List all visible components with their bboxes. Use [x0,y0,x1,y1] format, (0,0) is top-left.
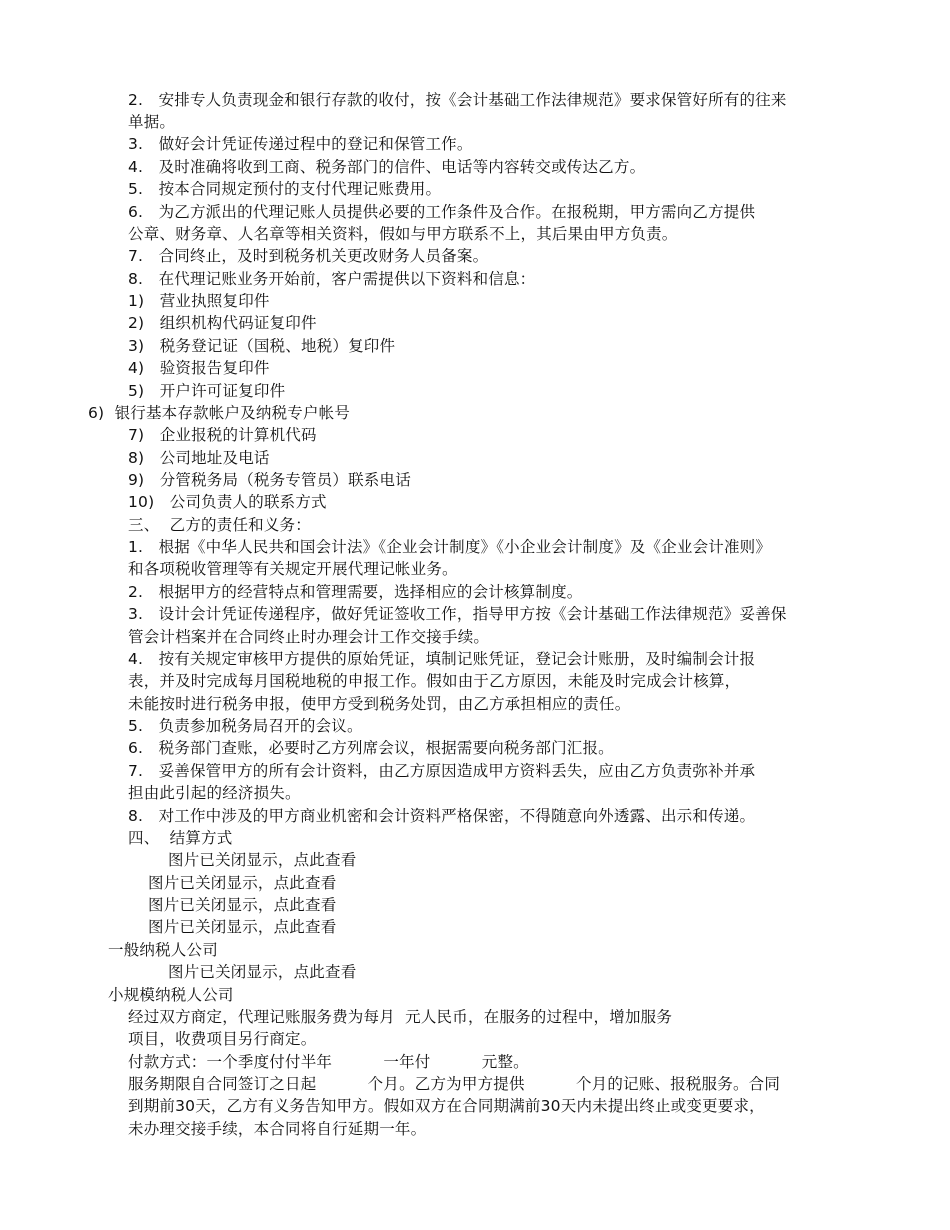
text-line: 到期前30天，乙方有义务告知甲方。假如双方在合同期满前30天内未提出终止或变更要求， [128,1097,765,1115]
text-line: 和各项税收管理等有关规定开展代理记帐业务。 [128,560,458,578]
list-item: 1) 营业执照复印件 [128,292,270,310]
image-placeholder-link[interactable]: 图片已关闭显示，点此查看 [148,896,337,914]
text-line: 付款方式：一个季度付付半年 一年付 元整。 [128,1053,529,1071]
text-line: 服务期限自合同签订之日起 个月。乙方为甲方提供 个月的记账、报税服务。合同 [128,1075,781,1093]
list-item: 2) 组织机构代码证复印件 [128,314,317,332]
list-item: 10) 公司负责人的联系方式 [128,493,327,511]
text-line: 4. 及时准确将收到工商、税务部门的信件、电话等内容转交或传达乙方。 [128,158,646,176]
text-line: 8. 在代理记账业务开始前，客户需提供以下资料和信息： [128,270,536,288]
text-line: 表，并及时完成每月国税地税的申报工作。假如由于乙方原因，未能及时完成会计核算， [128,672,741,690]
image-placeholder-link[interactable]: 图片已关闭显示，点此查看 [148,918,337,936]
text-line: 一般纳税人公司 [108,941,218,959]
section-heading: 四、 结算方式 [128,829,233,847]
text-line: 4. 按有关规定审核甲方提供的原始凭证，填制记账凭证，登记会计账册，及时编制会计报 [128,650,756,668]
image-placeholder-link[interactable]: 图片已关闭显示，点此查看 [168,851,357,869]
text-line: 小规模纳税人公司 [108,986,234,1004]
text-line: 3. 设计会计凭证传递程序，做好凭证签收工作，指导甲方按《会计基础工作法律规范》妥善保 [128,605,787,623]
text-line: 担由此引起的经济损失。 [128,784,301,802]
text-line: 2. 根据甲方的经营特点和管理需要，选择相应的会计核算制度。 [128,583,583,601]
text-line: 单据。 [128,113,176,131]
list-item: 9) 分管税务局（税务专管员）联系电话 [128,471,411,489]
text-line: 5. 负责参加税务局召开的会议。 [128,717,363,735]
text-line: 项目，收费项目另行商定。 [128,1030,317,1048]
text-line: 8. 对工作中涉及的甲方商业机密和会计资料严格保密，不得随意向外透露、出示和传递。 [128,807,756,825]
list-item: 7) 企业报税的计算机代码 [128,426,317,444]
list-item: 5) 开户许可证复印件 [128,382,286,400]
section-heading: 三、 乙方的责任和义务： [128,516,311,534]
list-item: 8) 公司地址及电话 [128,449,270,467]
text-line: 7. 妥善保管甲方的所有会计资料，由乙方原因造成甲方资料丢失，应由乙方负责弥补并承 [128,762,756,780]
text-line: 1. 根据《中华人民共和国会计法》《企业会计制度》《小企业会计制度》及《企业会计准则》 [128,538,772,556]
text-line: 公章、财务章、人名章等相关资料，假如与甲方联系不上，其后果由甲方负责。 [128,225,678,243]
text-line: 管会计档案并在合同终止时办理会计工作交接手续。 [128,628,490,646]
list-item: 6) 银行基本存款帐户及纳税专户帐号 [88,404,351,422]
text-line: 未办理交接手续，本合同将自行延期一年。 [128,1120,427,1138]
text-line: 未能按时进行税务申报，使甲方受到税务处罚，由乙方承担相应的责任。 [128,695,631,713]
text-line: 6. 为乙方派出的代理记账人员提供必要的工作条件及合作。在报税期，甲方需向乙方提供 [128,203,756,221]
image-placeholder-link[interactable]: 图片已关闭显示，点此查看 [148,874,337,892]
text-line: 3. 做好会计凭证传递过程中的登记和保管工作。 [128,135,473,153]
text-line: 2. 安排专人负责现金和银行存款的收付，按《会计基础工作法律规范》要求保管好所有的往来 [128,91,787,109]
list-item: 3) 税务登记证（国税、地税）复印件 [128,337,396,355]
text-line: 经过双方商定，代理记账服务费为每月 元人民币，在服务的过程中，增加服务 [128,1008,673,1026]
image-placeholder-link[interactable]: 图片已关闭显示，点此查看 [168,963,357,981]
text-line: 5. 按本合同规定预付的支付代理记账费用。 [128,180,442,198]
text-line: 6. 税务部门查账，必要时乙方列席会议，根据需要向税务部门汇报。 [128,739,614,757]
list-item: 4) 验资报告复印件 [128,359,270,377]
text-line: 7. 合同终止，及时到税务机关更改财务人员备案。 [128,247,489,265]
